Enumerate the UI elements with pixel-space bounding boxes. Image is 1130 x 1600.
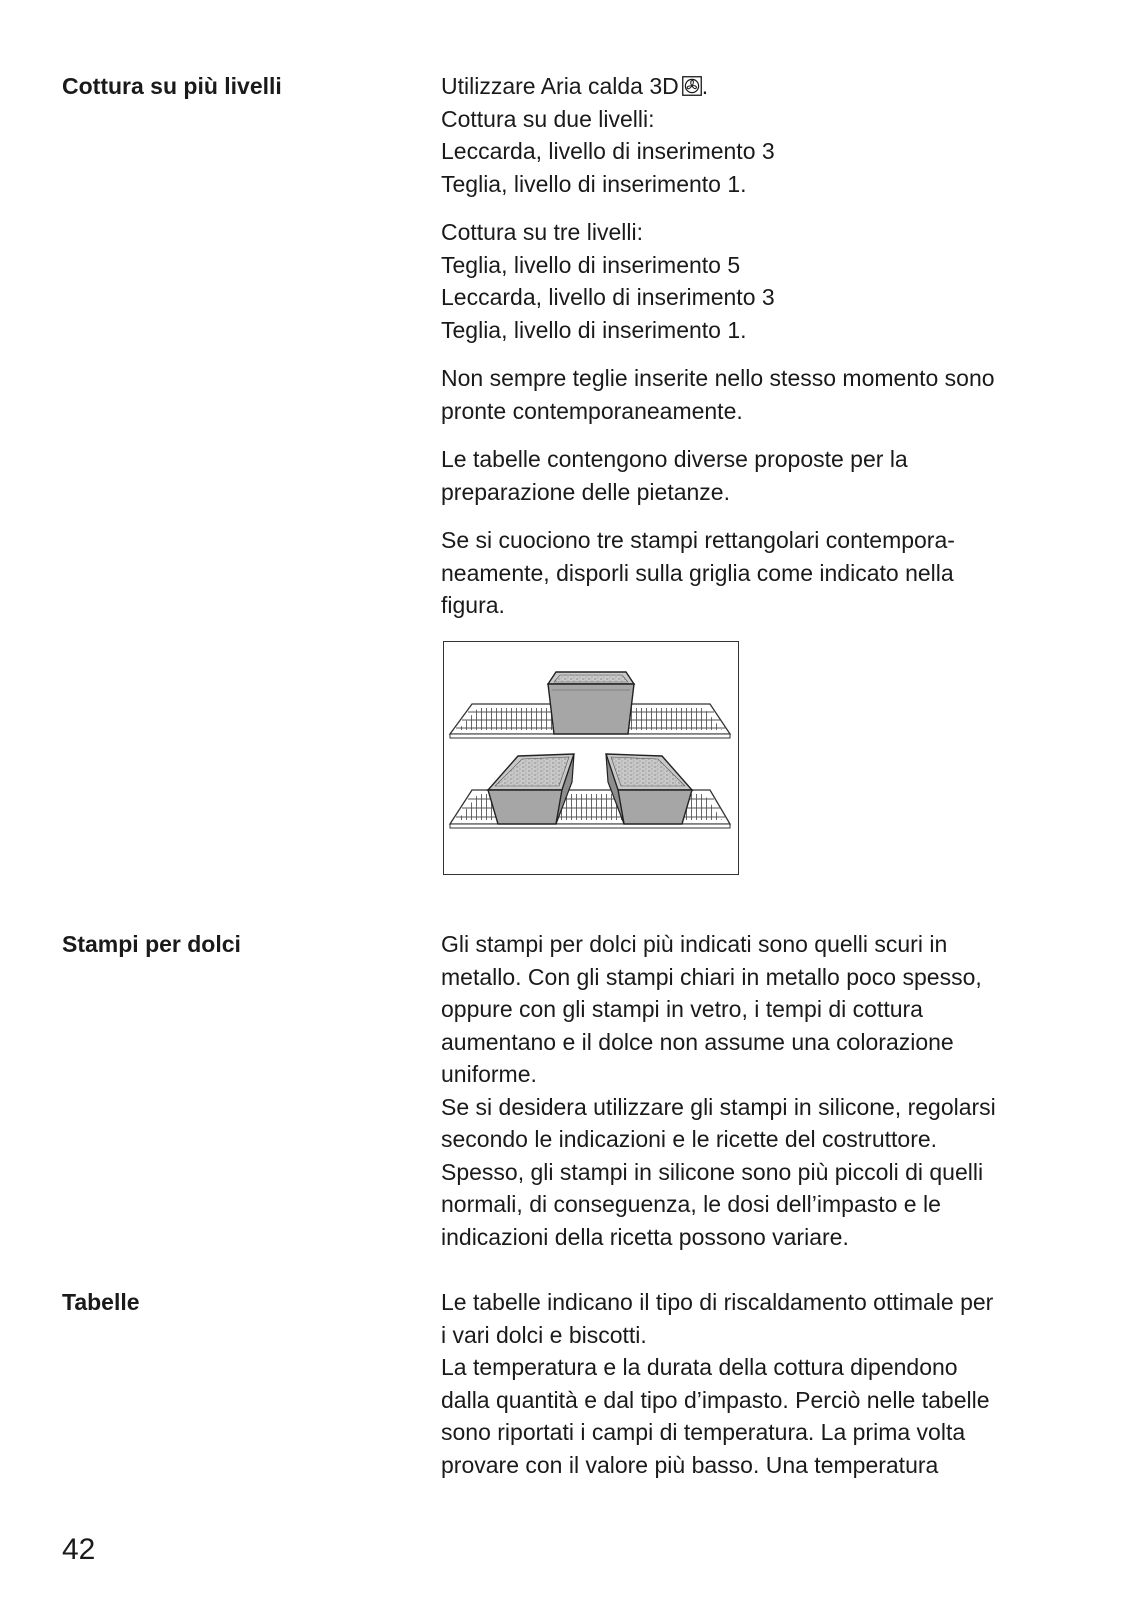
section-body-multi-level: [441, 70, 1081, 622]
paragraph-three-molds: [441, 524, 1081, 622]
text-line: Le tabelle contengono diverse proposte per la: [441, 446, 908, 472]
section-heading-multi-level: Cottura su più livelli: [62, 73, 282, 99]
text-line: dalla quantità e dal tipo d’impasto. Perciò nelle tabelle: [441, 1386, 990, 1413]
text-line: aumentano e il dolce non assume una colorazione: [441, 1028, 954, 1055]
oven-racks-illustration: [444, 642, 738, 874]
text-line: metallo. Con gli stampi chiari in metallo poco spesso,: [441, 963, 982, 990]
text-line: Teglia, livello di inserimento 5: [441, 251, 741, 278]
text-line: Leccarda, livello di inserimento 3: [441, 138, 775, 164]
text-line: indicazioni della ricetta possono variare.: [441, 1223, 849, 1250]
text-line: Spesso, gli stampi in silicone sono più piccoli di quelli: [441, 1158, 984, 1185]
text-line: provare con il valore più basso. Una temperatura: [441, 1451, 939, 1478]
text-line: Leccarda, livello di inserimento 3: [441, 284, 775, 310]
paragraph-three-levels: [441, 216, 1081, 346]
text-line: [441, 70, 1081, 103]
section-heading-tables: Tabelle: [62, 1289, 140, 1315]
page-number: 42: [62, 1533, 96, 1566]
text-line: Se si desidera utilizzare gli stampi in silicone, regolarsi: [441, 1093, 996, 1120]
text-line: Non sempre teglie inserite nello stesso momento sono: [441, 365, 995, 391]
text-line: secondo le indicazioni e le ricette del costruttore.: [441, 1126, 938, 1152]
text-line: i vari dolci e biscotti.: [441, 1321, 647, 1348]
text-line: figura.: [441, 592, 505, 618]
text-line: Le tabelle indicano il tipo di riscaldamento ottimale per: [441, 1289, 994, 1315]
text-line: oppure con gli stampi in vetro, i tempi di cottura: [441, 996, 923, 1022]
text-line: sono riportati i campi di temperatura. La prima volta: [441, 1419, 966, 1445]
text-line: pronte contemporaneamente.: [441, 397, 743, 424]
oven-racks-figure: [443, 641, 739, 875]
text-line: uniforme.: [441, 1061, 537, 1087]
text-line: Se si cuociono tre stampi rettangolari contempora-: [441, 527, 955, 553]
paragraph-two-levels: [441, 70, 1081, 200]
text-line: preparazione delle pietanze.: [441, 478, 730, 505]
text-line: Teglia, livello di inserimento 1.: [441, 170, 747, 197]
text-line: Gli stampi per dolci più indicati sono quelli scuri in: [441, 931, 948, 957]
text-line: neamente, disporli sulla griglia come indicato nella: [441, 559, 954, 586]
text-line: Cottura su due livelli:: [441, 105, 655, 132]
section-heading-molds: Stampi per dolci: [62, 931, 241, 957]
loaf-pan-top: [548, 672, 634, 734]
text-line: La temperatura e la durata della cottura dipendono: [441, 1354, 958, 1380]
paragraph-timing-note: [441, 362, 1081, 427]
paragraph-tables-note: [441, 443, 1081, 508]
text-line: normali, di conseguenza, le dosi dell’impasto e le: [441, 1191, 941, 1217]
text-punctuation: .: [701, 73, 709, 99]
text-line: Cottura su tre livelli:: [441, 219, 643, 245]
fan-icon: [682, 76, 702, 96]
section-body-tables: [441, 1286, 1081, 1481]
section-body-molds: [441, 928, 1081, 1253]
text-line-hot-air: Utilizzare Aria calda 3D: [441, 73, 679, 99]
text-line: Teglia, livello di inserimento 1.: [441, 316, 747, 343]
